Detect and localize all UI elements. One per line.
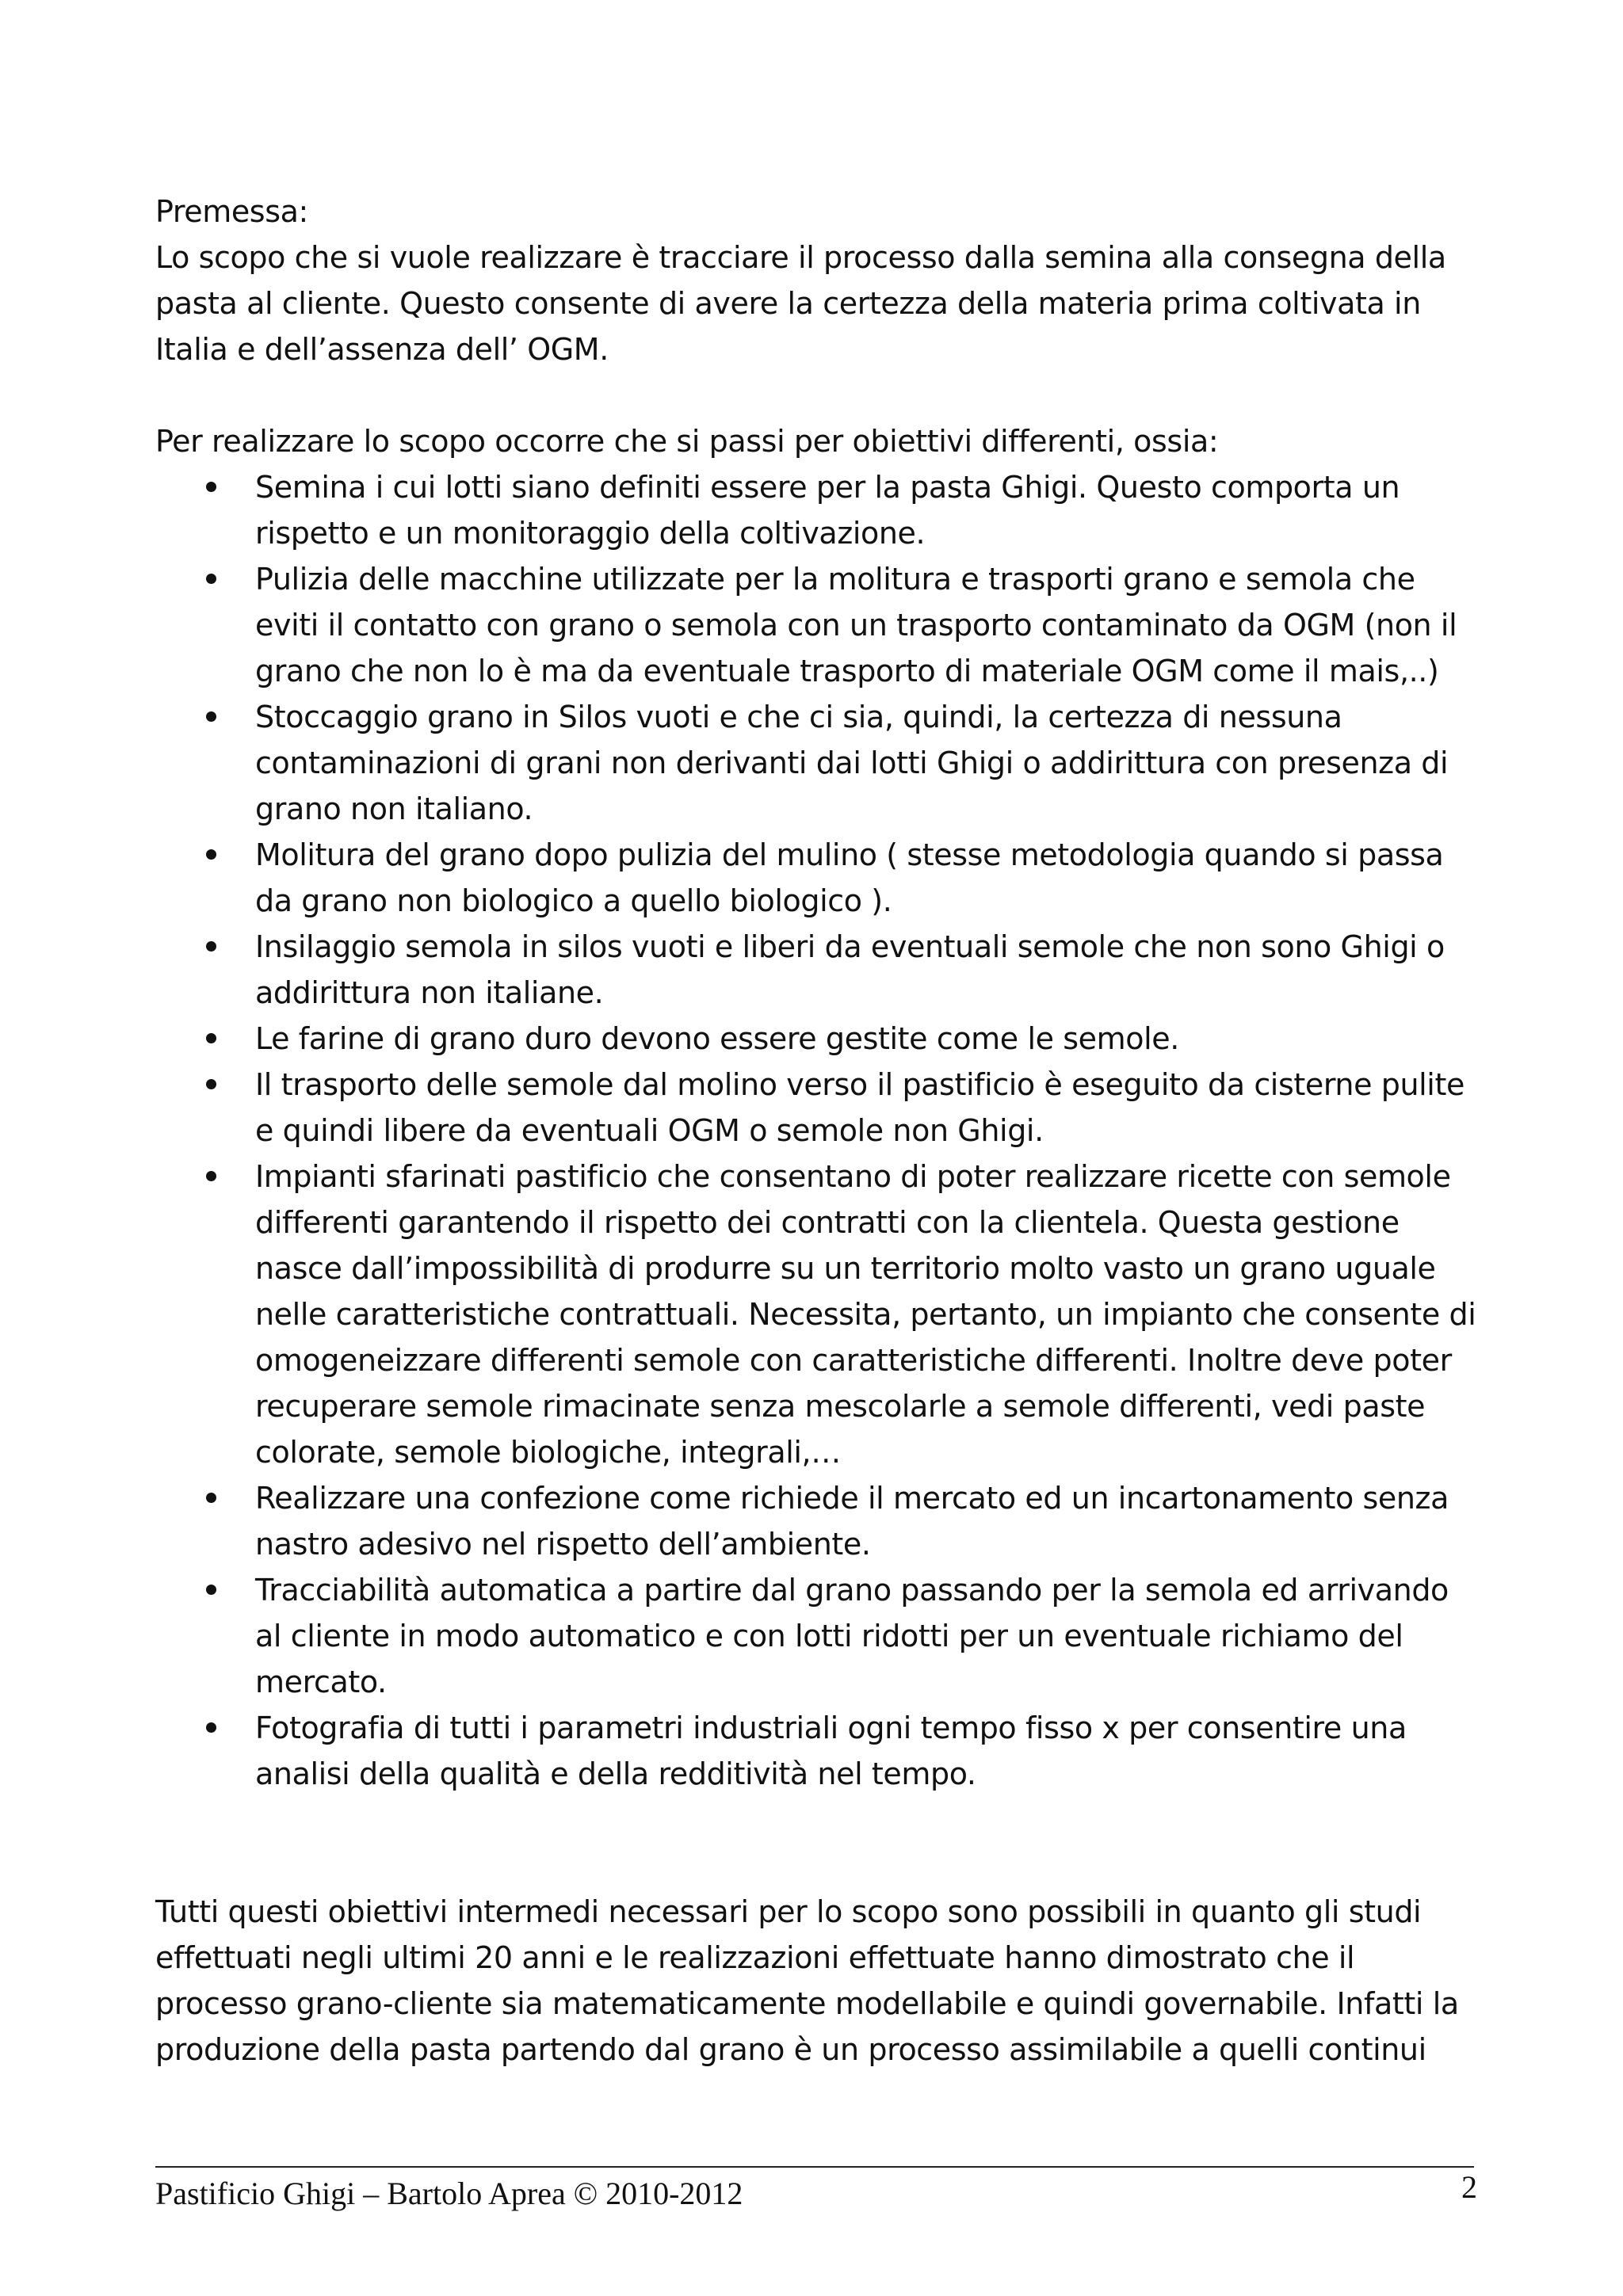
bullet-icon bbox=[206, 1171, 216, 1181]
bullet-icon bbox=[206, 574, 216, 584]
list-item-text: Realizzare una confezione come richiede il mercato ed un incartonamento senza nastro adesivo nel rispetto dell’ambiente. bbox=[255, 1481, 1449, 1562]
list-item bbox=[155, 1567, 1484, 1705]
list-item-text: Insilaggio semola in silos vuoti e liberi da eventuali semole che non sono Ghigi o addirittura non italiane. bbox=[255, 929, 1445, 1010]
list-item bbox=[155, 694, 1484, 832]
list-item-text: Stoccaggio grano in Silos vuoti e che ci sia, quindi, la certezza di nessuna contaminazioni di grani non derivanti dai lotti Ghigi o addirittura con presenza di grano non italiano. bbox=[255, 700, 1449, 826]
list-item bbox=[155, 1154, 1484, 1475]
paragraph-spacer bbox=[155, 372, 1484, 418]
list-item bbox=[155, 556, 1484, 694]
list-item-text: Pulizia delle macchine utilizzate per la molitura e trasporti grano e semola che eviti il contatto con grano o semola con un trasporto contaminato da OGM (non il grano che non lo è ma da eventuale trasporto di materiale OGM come il mais,..) bbox=[255, 562, 1457, 688]
bullet-icon bbox=[206, 1033, 216, 1043]
list-item-text: Molitura del grano dopo pulizia del mulino ( stesse metodologia quando si passa da grano non biologico a quello biologico ). bbox=[255, 837, 1444, 918]
list-item-text: Impianti sfarinati pastificio che consentano di poter realizzare ricette con semole differenti garantendo il rispetto dei contratti con la clientela. Questa gestione nasce dall’impossibilità di produrre su un territorio molto vasto un grano uguale nelle caratteristiche contrattuali. Necessita, pertanto, un impianto che consente di omogeneizzare differenti semole con caratteristiche differenti. Inoltre deve poter recuperare semole rimacinate senza mescolarle a semole differenti, vedi paste colorate, semole biologiche, integrali,… bbox=[255, 1159, 1476, 1470]
list-item bbox=[155, 1016, 1484, 1062]
bullet-icon bbox=[206, 1585, 216, 1595]
footer-divider bbox=[155, 2166, 1474, 2168]
list-item bbox=[155, 464, 1484, 556]
list-item bbox=[155, 924, 1484, 1016]
bullet-icon bbox=[206, 711, 216, 722]
list-item bbox=[155, 1705, 1484, 1797]
objectives-list bbox=[155, 464, 1484, 1797]
closing-paragraph: Tutti questi obiettivi intermedi necessari per lo scopo sono possibili in quanto gli studi effettuati negli ultimi 20 anni e le realizzazioni effettuate hanno dimostrato che il processo grano-cliente sia matematicamente modellabile e quindi governabile. Infatti la produzione della pasta partendo dal grano è un processo assimilabile a quelli continui bbox=[155, 1894, 1459, 2067]
list-item-text: Semina i cui lotti siano definiti essere per la pasta Ghigi. Questo comporta un rispetto e un monitoraggio della coltivazione. bbox=[255, 470, 1400, 551]
bullet-icon bbox=[206, 1722, 216, 1733]
intro-paragraph: Lo scopo che si vuole realizzare è tracciare il processo dalla semina alla consegna della pasta al cliente. Questo consente di avere la certezza della materia prima coltivata in Italia e dell’assenza dell’ OGM. bbox=[155, 240, 1446, 367]
bullet-icon bbox=[206, 849, 216, 860]
list-item bbox=[155, 1062, 1484, 1154]
bullet-icon bbox=[206, 482, 216, 492]
section-heading: Premessa: bbox=[155, 194, 308, 229]
bullet-icon bbox=[206, 941, 216, 952]
bullet-icon bbox=[206, 1493, 216, 1503]
list-item bbox=[155, 832, 1484, 924]
list-item-text: Il trasporto delle semole dal molino verso il pastificio è eseguito da cisterne pulite e quindi libere da eventuali OGM o semole non Ghigi. bbox=[255, 1067, 1465, 1148]
list-item-text: Fotografia di tutti i parametri industriali ogni tempo fisso x per consentire una analisi della qualità e della redditività nel tempo. bbox=[255, 1711, 1407, 1791]
list-item bbox=[155, 1475, 1484, 1567]
list-item-text: Le farine di grano duro devono essere gestite come le semole. bbox=[255, 1021, 1179, 1056]
bullet-icon bbox=[206, 1079, 216, 1089]
footer-credit: Pastificio Ghigi – Bartolo Aprea © 2010-2012 bbox=[155, 2176, 743, 2211]
document-body bbox=[155, 189, 1484, 2073]
objectives-lead: Per realizzare lo scopo occorre che si passi per obiettivi differenti, ossia: bbox=[155, 424, 1219, 459]
list-item-text: Tracciabilità automatica a partire dal grano passando per la semola ed arrivando al cliente in modo automatico e con lotti ridotti per un eventuale richiamo del mercato. bbox=[255, 1573, 1449, 1699]
page-number: 2 bbox=[1461, 2169, 1477, 2205]
